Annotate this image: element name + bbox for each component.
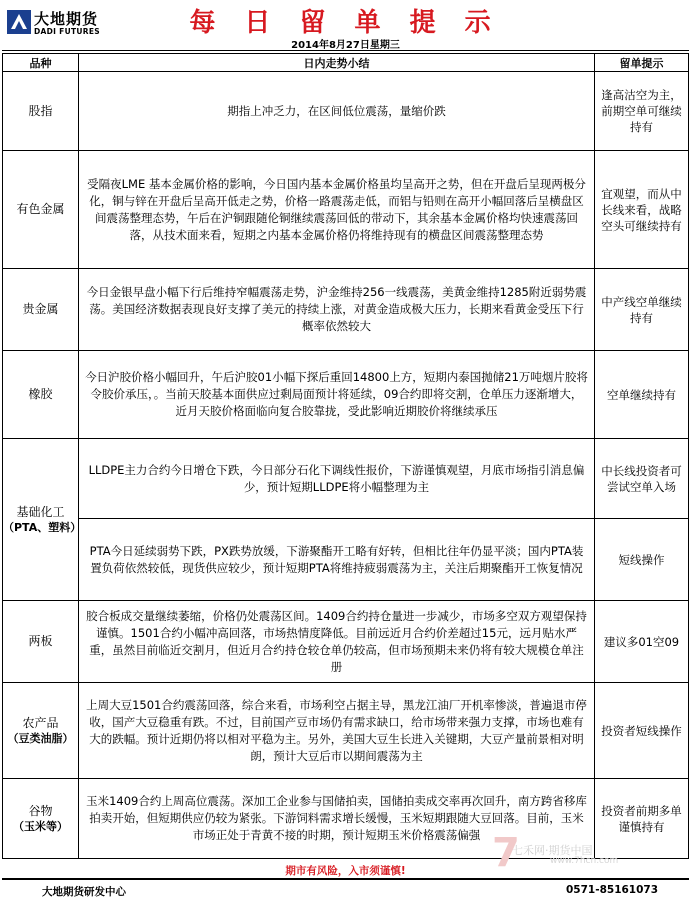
table-row xyxy=(3,601,689,683)
row-tip: 宜观望，而从中长线来看，战略空头可继续持有 xyxy=(595,151,689,269)
category-subtitle: （PTA、塑料） xyxy=(3,520,82,534)
category-name: 股指 xyxy=(28,103,53,118)
row-category xyxy=(3,439,82,601)
risk-warning: 期市有风险，入市须谨慎! xyxy=(285,865,406,877)
category-name: 橡胶 xyxy=(28,387,53,401)
logo-english-name: DADI FUTURES xyxy=(34,27,100,36)
category-name: 农产品 xyxy=(22,715,59,730)
category-subtitle: （玉米等） xyxy=(13,819,68,833)
table-row xyxy=(3,351,689,439)
watermark-url: www.7hcn.com xyxy=(550,856,619,866)
row-summary: LLDPE主力合约今日增仓下跌，今日部分石化下调线性报价，下游谨慎观望，月底市场指引消息偏少，预计短期LLDPE将小幅整理为主 xyxy=(79,439,595,519)
row-summary: 期指上冲乏力，在区间低位震荡，量缩价跌 xyxy=(79,72,595,151)
row-tip: 投资者短线操作 xyxy=(595,683,689,779)
table-row xyxy=(3,683,689,779)
watermark-brand: 七禾网·期货中国 xyxy=(512,844,593,857)
row-category xyxy=(3,151,79,269)
category-name: 基础化工 xyxy=(16,504,65,519)
row-tip: 建议多01空09 xyxy=(595,601,689,683)
dadi-logo-icon xyxy=(6,9,32,35)
report-date: 2014年8月27日星期三 xyxy=(291,40,400,51)
row-summary: 玉米1409合约上周高位震荡。深加工企业参与国储拍卖，国储拍卖成交率再次回升，南方跨省移库拍卖开始，但短期供应仍较为紧张。下游饲料需求增长缓慢，玉米短期跟随大豆回落。目前，玉米市场正处于青黄不接的时期，预计短期玉米价格震荡偏强 xyxy=(79,779,595,859)
footer-organization: 大地期货研发中心 xyxy=(42,886,126,898)
row-summary: 胶合板成交量继续萎缩，价格仍处震荡区间。1409合约持仓量进一步减少，市场多空双方观望保持谨慎。1501合约小幅冲高回落，市场热情度降低。目前远近月合约价差超过15元，远月贴水严重，虽然目前临近交割月，但近月合约持仓较仓单仍较高，但市场预期未来仍将有较大规模仓单注册 xyxy=(79,601,595,683)
footer-divider xyxy=(2,878,689,880)
site-watermark xyxy=(492,830,619,876)
category-name: 谷物 xyxy=(28,803,53,818)
row-tip: 投资者前期多单谨慎持有 xyxy=(595,779,689,859)
watermark-logo-icon: 7 xyxy=(492,830,520,876)
row-category xyxy=(3,72,79,151)
page-title: 每 日 留 单 提 示 xyxy=(189,8,501,38)
company-logo xyxy=(6,8,116,38)
row-tip: 空单继续持有 xyxy=(595,351,689,439)
row-tip: 中长线投资者可尝试空单入场 xyxy=(595,439,689,519)
category-name: 贵金属 xyxy=(22,302,59,316)
table-row xyxy=(3,269,689,351)
column-header-category: 品种 xyxy=(3,54,79,72)
row-summary: PTA今日延续弱势下跌，PX跌势放缓，下游聚酯开工略有好转，但相比往年仍显平淡；国内PTA装置负荷依然较低，现货供应较少，预计短期PTA将维持疲弱震荡为主，关注后期聚酯开工恢复情况 xyxy=(79,519,595,601)
row-summary: 今日沪胶价格小幅回升，午后沪胶01小幅下探后重回14800上方，短期内泰国抛储21万吨烟片胶将令胶价承压，。当前天胶基本面供应过剩局面预计将延续，09合约即将交割，仓单压力逐渐增大，近月天胶价格面临向复合胶靠拢，受此影响近期胶价将继续承压 xyxy=(79,351,595,439)
table-header-row xyxy=(3,54,689,72)
logo-chinese-name: 大地期货 xyxy=(34,10,99,28)
report-header xyxy=(0,0,691,52)
footer-phone: 0571-85161073 xyxy=(566,884,659,896)
row-tip: 中产线空单继续持有 xyxy=(595,269,689,351)
row-tip: 逢高沽空为主，前期空单可继续持有 xyxy=(595,72,689,151)
row-summary: 受隔夜LME 基本金属价格的影响，今日国内基本金属价格虽均呈高开之势，但在开盘后呈现两极分化，铜与锌在开盘后呈高开低走之势，价格一路震荡走低，而铝与铅则在高开小幅回落后呈横盘区间震荡整理态势，午后在沪铜跟随伦铜继续震荡回低的带动下，其余基本金属价格均快速震荡回落，从技术面来看，短期之内基本金属价格仍将维持现有的横盘区间震荡整理态势 xyxy=(79,151,595,269)
category-name: 两板 xyxy=(28,634,53,648)
row-tip: 短线操作 xyxy=(595,519,689,601)
row-category xyxy=(3,269,79,351)
column-header-tip: 留单提示 xyxy=(595,54,689,72)
column-header-summary: 日内走势小结 xyxy=(79,54,595,72)
row-summary: 上周大豆1501合约震荡回落，综合来看，市场利空占据主导，黑龙江油厂开机率惨淡，普遍退市停收，国产大豆稳重有跌。不过，目前国产豆市场仍有需求缺口，给市场带来强力支撑，市场也难有大的跌幅。预计近期仍将以相对平稳为主。另外，美国大豆生长进入关键期，大豆产量前景相对明朗，预计大豆后市以期间震荡为主 xyxy=(79,683,595,779)
row-category xyxy=(3,601,79,683)
category-name: 有色金属 xyxy=(16,202,65,216)
row-category xyxy=(3,351,79,439)
table-row xyxy=(3,72,689,151)
category-subtitle: （豆类油脂） xyxy=(7,731,74,745)
table-row xyxy=(3,519,689,601)
advice-table xyxy=(2,53,689,859)
row-summary: 今日金银早盘小幅下行后维持窄幅震荡走势，沪金维持256一线震荡，美黄金维持1285附近弱势震荡。美国经济数据表现良好支撑了美元的持续上涨，对黄金造成极大压力，长期来看黄金受压下行概率依然较大 xyxy=(79,269,595,351)
table-row xyxy=(3,151,689,269)
table-row xyxy=(3,439,689,519)
header-divider xyxy=(2,50,689,51)
row-category xyxy=(3,779,79,859)
row-category xyxy=(3,683,79,779)
